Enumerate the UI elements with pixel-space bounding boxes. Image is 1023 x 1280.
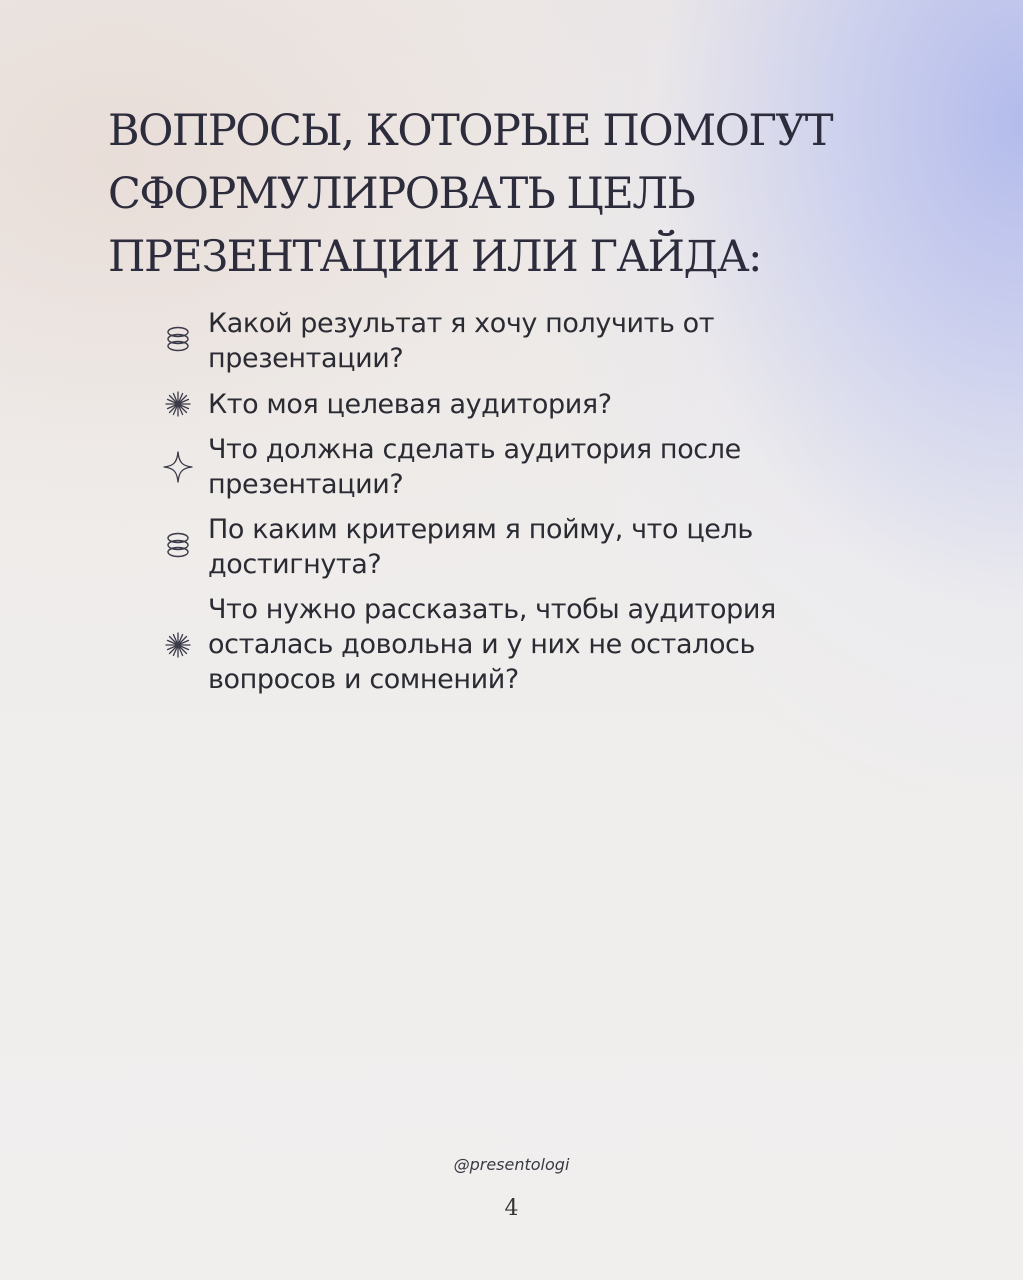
rings-icon (160, 529, 196, 565)
question-line: презентации? (208, 343, 404, 374)
question-line: Какой результат я хочу получить от (208, 308, 715, 339)
question-text (208, 512, 753, 582)
list-item (160, 592, 920, 697)
question-line: вопросов и сомнений? (208, 664, 519, 695)
list-item (160, 306, 920, 376)
starburst-icon (160, 386, 196, 422)
question-line: По каким критериям я пойму, что цель (208, 514, 753, 545)
question-line: достигнута? (208, 549, 382, 580)
page-title (108, 100, 928, 289)
question-line: осталась довольна и у них не осталось (208, 629, 756, 660)
question-line: презентации? (208, 469, 404, 500)
questions-list (160, 306, 920, 707)
four-point-star-icon (160, 449, 196, 485)
title-line-3: ПРЕЗЕНТАЦИИ ИЛИ ГАЙДА: (108, 232, 762, 282)
author-handle: @presentologi (453, 1155, 570, 1174)
question-text (208, 387, 612, 422)
rings-icon (160, 323, 196, 359)
title-line-2: СФОРМУЛИРОВАТЬ ЦЕЛЬ (108, 169, 695, 219)
question-line: Кто моя целевая аудитория? (208, 388, 612, 420)
title-line-1: ВОПРОСЫ, КОТОРЫЕ ПОМОГУТ (108, 106, 833, 156)
page-number: 4 (504, 1196, 519, 1221)
question-text (208, 306, 714, 376)
list-item (160, 512, 920, 582)
list-item (160, 432, 920, 502)
question-line: Что должна сделать аудитория после (208, 434, 741, 465)
question-line: Что нужно рассказать, чтобы аудитория (208, 594, 776, 625)
question-text (208, 432, 741, 502)
question-text (208, 592, 776, 697)
starburst-icon (160, 627, 196, 663)
list-item (160, 386, 920, 422)
